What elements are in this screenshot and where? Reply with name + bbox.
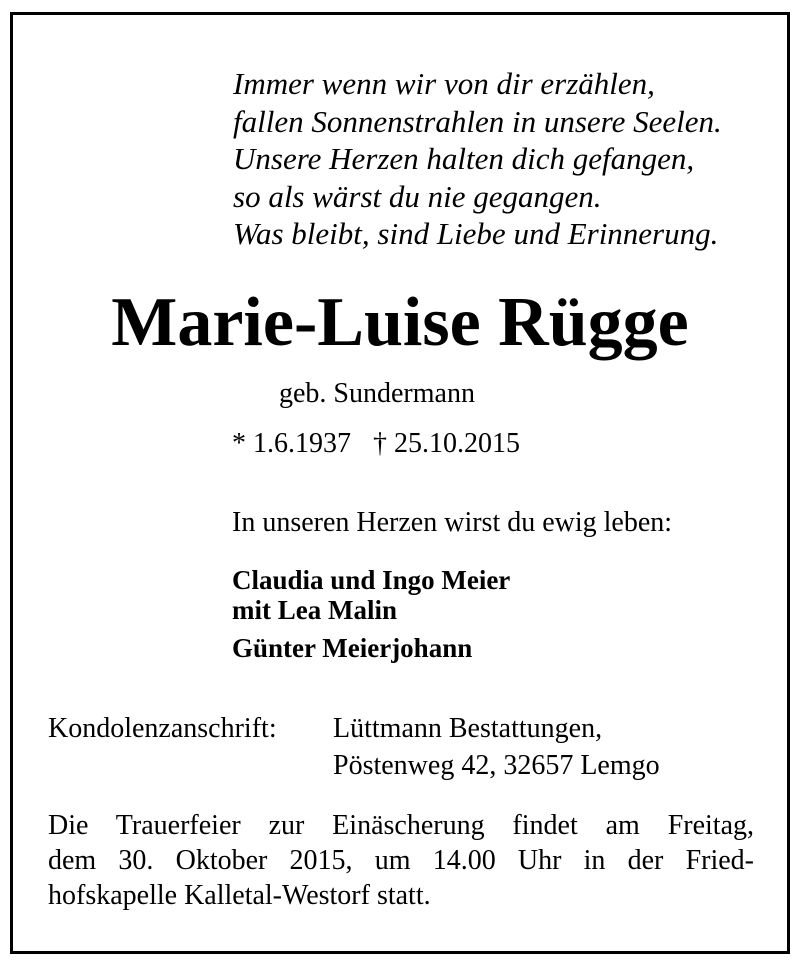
maiden-name: geb. Sundermann (279, 378, 475, 409)
deceased-name: Marie-Luise Rügge (111, 284, 689, 361)
funeral-line: dem 30. Oktober 2015, um 14.00 Uhr in der Fried- (48, 845, 754, 876)
condolence-address-block (333, 710, 660, 784)
birth-date: * 1.6.1937 (232, 428, 351, 459)
poem-line: fallen Sonnenstrahlen in unsere Seelen. (233, 103, 722, 139)
condolence-label: Kondolenzanschrift: (48, 713, 277, 744)
mourner-line: Claudia und Ingo Meier (232, 565, 511, 595)
funeral-line: Die Trauerfeier zur Einäscherung findet am Freitag, (48, 810, 754, 841)
motto: In unseren Herzen wirst du ewig leben: (232, 507, 673, 538)
poem-line: Immer wenn wir von dir erzählen, (233, 66, 655, 101)
poem-line: so als wärst du nie gegangen. (233, 178, 602, 214)
address-line: Pöstenweg 42, 32657 Lemgo (333, 750, 660, 781)
life-dates (232, 427, 520, 461)
poem (233, 65, 722, 253)
poem-line: Unsere Herzen halten dich gefangen, (233, 141, 695, 176)
funeral-line: hofskapelle Kalletal-Westorf statt. (48, 880, 431, 911)
death-date: † 25.10.2015 (373, 428, 520, 459)
mourners (232, 565, 510, 663)
poem-line: Was bleibt, sind Liebe und Erinnerung. (233, 216, 719, 251)
mourner-line: mit Lea Malin (232, 595, 397, 625)
mourner-line: Günter Meierjohann (232, 633, 473, 663)
notice-frame (10, 12, 790, 954)
funeral-info (48, 808, 754, 913)
address-line: Lüttmann Bestattungen, (333, 713, 603, 744)
